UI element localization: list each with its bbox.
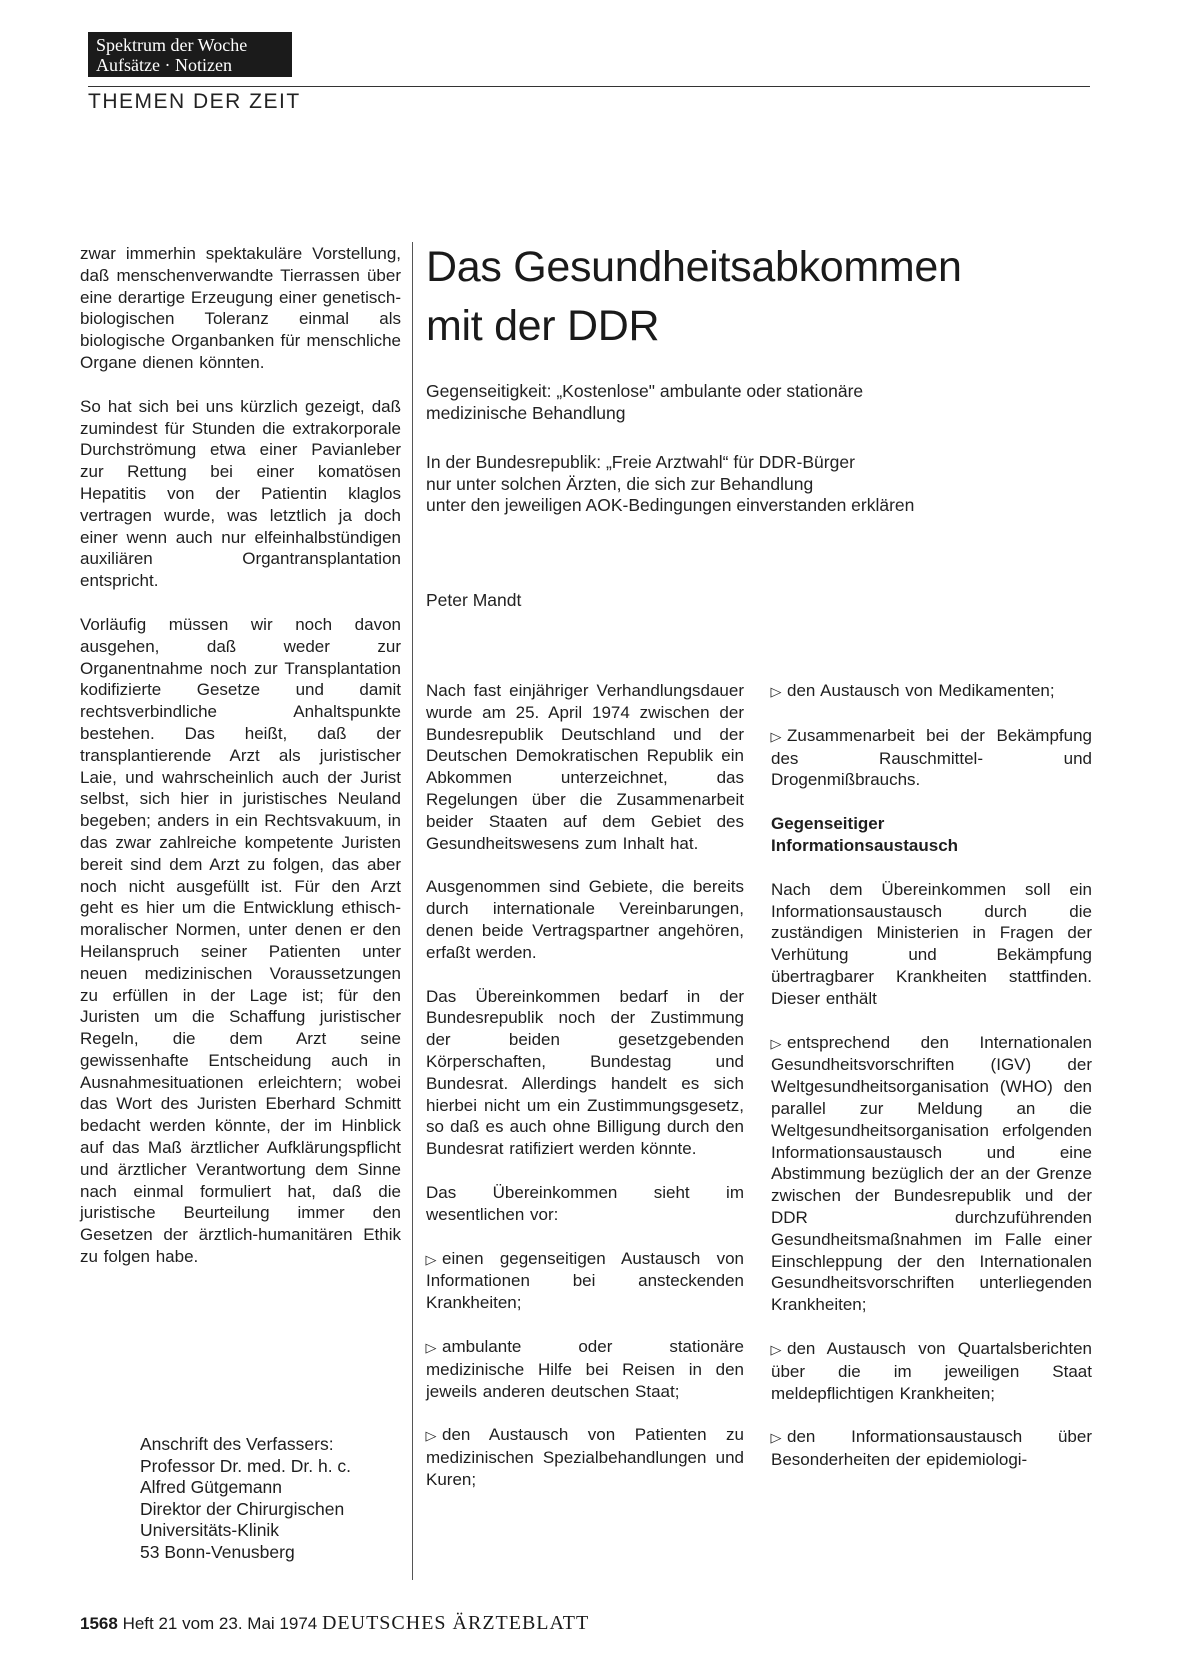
triangle-bullet-icon: ▷ xyxy=(425,1339,437,1355)
bullet-text: einen gegenseitigen Austausch von Informationen bei ansteckenden Krankheiten; xyxy=(426,1248,744,1313)
page-footer xyxy=(80,1612,589,1635)
bullet-item xyxy=(426,1248,744,1314)
bullet-text: ambulante oder stationäre medizinische Hilfe bei Reisen in den jeweils anderen deutschen Staat; xyxy=(426,1336,744,1401)
bullet-text: den Austausch von Medikamenten; xyxy=(787,681,1055,700)
subtitle-line: medizinische Behandlung xyxy=(426,402,626,423)
section-heading xyxy=(771,813,1092,857)
author-name: Peter Mandt xyxy=(426,590,522,610)
bullet-text: entsprechend den Internationalen Gesundheitsvorschriften (IGV) der Weltgesundheitsorganisation (WHO) den parallel zur Meldung an die Weltgesundheitsorganisation erfolgenden Informationsaustausch und eine Abstimmung bezüglich der an der Grenze zwischen der Bundesrepublik und der DDR durchzuführenden Gesundheitsmaßnahmen im Falle einer Einschleppung der den Internationalen Gesundheitsvorschriften unterliegenden Krankheiten; xyxy=(771,1032,1092,1315)
column-divider xyxy=(412,242,413,1580)
bullet-item xyxy=(771,1426,1092,1471)
section-badge xyxy=(88,32,292,77)
triangle-bullet-icon: ▷ xyxy=(770,728,782,744)
paragraph: Das Übereinkommen bedarf in der Bundesrepublik noch der Zustimmung der beiden gesetzgebenden Körperschaften, Bundestag und Bundesrat. Allerdings handelt es sich hierbei nicht um ein Zustimmungsgesetz, so daß es auch ohne Billigung durch den Bundesrat ratifiziert werden könnte. xyxy=(426,986,744,1159)
right-column xyxy=(771,680,1092,1493)
bullet-item xyxy=(426,1424,744,1490)
middle-column xyxy=(426,680,744,1513)
paragraph: Vorläufig müssen wir noch davon ausgehen, daß weder zur Organentnahme noch zur Transplantation kodifizierte Gesetze und damit rechtsverbindliche Anhaltspunkte bestehen. Das heißt, daß der transplantierende Arzt als juristischer Laie, und wahrscheinlich auch der Jurist selbst, sich hier in juristisches Neuland begeben; anders in ein Rechtsvakuum, in das zwar zahlreiche kompetente Juristen bereit sind dem Arzt zu folgen, das aber noch nicht ausgefüllt ist. Für den Arzt geht es hier um die Entwicklung ethisch-moralischer Normen, unter denen er den Heilanspruch seiner Patienten unter neuen medizinischen Voraussetzungen zu erfüllen in der Lage ist; für den Juristen um die Schaffung juristischer Regeln, die dem Arzt seine gewissenhafte Entscheidung auch in Ausnahmesituationen erleichtern; wobei das Wort des Juristen Eberhard Schmitt bedacht werden könnte, der im Hinblick auf das Maß ärztlicher Aufklärungspflicht und ärztlicher Verantwortung dem Sinne nach einmal formuliert hat, daß die juristische Beurteilung immer den Gesetzen der ärztlich-humanitären Ethik zu folgen habe. xyxy=(80,614,401,1267)
triangle-bullet-icon: ▷ xyxy=(425,1428,437,1444)
address-line: Direktor der Chirurgischen xyxy=(140,1498,345,1519)
title-line: mit der DDR xyxy=(426,302,660,350)
article-title xyxy=(426,238,1076,356)
triangle-bullet-icon: ▷ xyxy=(425,1251,437,1267)
section-label: THEMEN DER ZEIT xyxy=(88,90,301,113)
subtitle-line: unter den jeweiligen AOK-Bedingungen einverstanden erklären xyxy=(426,495,915,515)
bullet-item xyxy=(771,725,1092,791)
badge-line-2: Aufsätze · Notizen xyxy=(96,55,232,75)
bullet-text: den Austausch von Patienten zu medizinischen Spezialbehandlungen und Kuren; xyxy=(426,1425,744,1489)
bullet-item xyxy=(426,1336,744,1402)
subtitle-line: nur unter solchen Ärzten, die sich zur Behandlung xyxy=(426,473,814,494)
paragraph: So hat sich bei uns kürzlich gezeigt, daß zumindest für Stunden die extrakorporale Durchströmung etwa einer Pavianleber zur Rettung bei einer komatösen Hepatitis von der Patientin klaglos vertragen wurde, was letztlich ja doch einer wenn auch nur elfeinhalbstündigen auxiliären Organtransplantation entspricht. xyxy=(80,396,401,591)
address-line: Universitäts-Klinik xyxy=(140,1520,280,1540)
triangle-bullet-icon: ▷ xyxy=(770,1430,782,1446)
paragraph: Nach dem Übereinkommen soll ein Informationsaustausch durch die zuständigen Ministerien in Fragen der Verhütung und Bekämpfung übertragbarer Krankheiten stattfinden. Dieser enthält xyxy=(771,879,1092,1008)
heading-line: Gegenseitiger xyxy=(771,814,885,834)
address-line: 53 Bonn-Venusberg xyxy=(140,1541,295,1562)
paragraph: Ausgenommen sind Gebiete, die bereits durch internationale Vereinbarungen, denen beide Vertragspartner angehören, erfaßt werden. xyxy=(426,877,744,962)
left-column xyxy=(80,243,401,1290)
issue-info: Heft 21 vom 23. Mai 1974 xyxy=(122,1614,318,1633)
bullet-item xyxy=(771,680,1092,703)
paragraph: zwar immerhin spektakuläre Vorstellung, daß menschenverwandte Tierrassen über eine derartige Erzeugung einer genetisch-biologischen Toleranz einmal als biologische Organbanken für menschliche Organe dienen könnten. xyxy=(80,244,401,372)
bullet-item xyxy=(771,1032,1092,1316)
header-rule xyxy=(88,86,1090,87)
triangle-bullet-icon: ▷ xyxy=(770,684,782,699)
page-number: 1568 xyxy=(80,1614,118,1633)
badge-line-1: Spektrum der Woche xyxy=(96,35,248,55)
bullet-item xyxy=(771,1338,1092,1404)
journal-name: DEUTSCHES ÄRZTEBLATT xyxy=(321,1612,590,1634)
paragraph: Nach fast einjähriger Verhandlungsdauer wurde am 25. April 1974 zwischen der Bundesrepublik Deutschland und der Deutschen Demokratischen Republik ein Abkommen unterzeichnet, das Regelungen über die Zusammenarbeit beider Staaten auf dem Gebiet des Gesundheitswesens zum Inhalt hat. xyxy=(426,681,744,853)
paragraph: Das Übereinkommen sieht im wesentlichen vor: xyxy=(426,1182,744,1224)
triangle-bullet-icon: ▷ xyxy=(770,1035,782,1051)
address-line: Professor Dr. med. Dr. h. c. xyxy=(140,1455,352,1476)
author-address xyxy=(140,1434,410,1563)
subtitle-2 xyxy=(426,452,1086,517)
bullet-text: den Informationsaustausch über Besonderheiten der epidemiologi- xyxy=(771,1427,1092,1470)
subtitle-line: In der Bundesrepublik: „Freie Arztwahl“ für DDR-Bürger xyxy=(426,452,855,472)
subtitle-line: Gegenseitigkeit: „Kostenlose" ambulante oder stationäre xyxy=(426,381,864,401)
subtitle-1 xyxy=(426,381,1086,424)
heading-line: Informationsaustausch xyxy=(771,835,959,855)
address-line: Anschrift des Verfassers: xyxy=(140,1434,334,1454)
title-line: Das Gesundheitsabkommen xyxy=(426,243,962,291)
address-line: Alfred Gütgemann xyxy=(140,1477,283,1497)
bullet-text: Zusammenarbeit bei der Bekämpfung des Rauschmittel- und Drogenmißbrauchs. xyxy=(771,725,1092,790)
bullet-text: den Austausch von Quartalsberichten über die im jeweiligen Staat meldepflichtigen Krankheiten; xyxy=(771,1338,1092,1403)
triangle-bullet-icon: ▷ xyxy=(770,1341,782,1357)
